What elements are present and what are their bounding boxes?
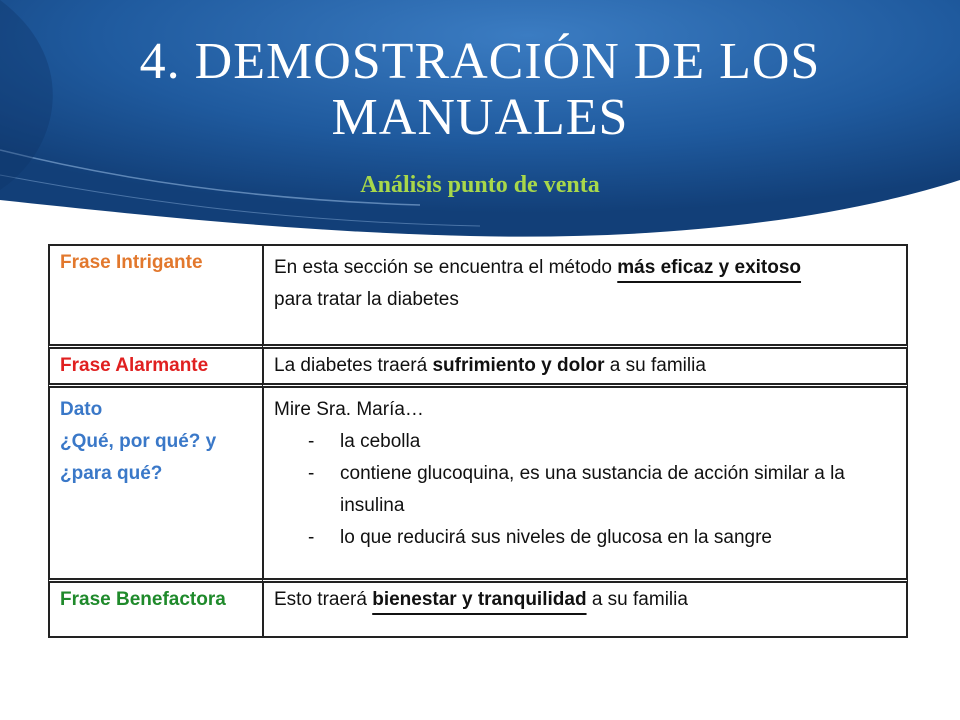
table-row xyxy=(48,578,908,638)
slide-title: 4. DEMOSTRACIÓN DE LOS MANUALES xyxy=(139,33,821,146)
row-label-line: ¿para qué? xyxy=(60,463,163,484)
bullet-dash: - xyxy=(308,527,315,548)
row-text: a su familia xyxy=(586,589,688,610)
list-item-text: la cebolla xyxy=(340,431,421,452)
row-label-line: Dato xyxy=(60,399,103,420)
list-item-text: contiene glucoquina, es una sustancia de acción similar a la insulina xyxy=(340,463,845,516)
row-content-benefactora xyxy=(262,578,908,638)
table-row xyxy=(48,244,908,344)
table-row xyxy=(48,383,908,578)
row-content-alarmante xyxy=(262,344,908,383)
row-content-intrigante xyxy=(262,244,908,344)
row-text: En esta sección se encuentra el método xyxy=(274,257,618,278)
table-row xyxy=(48,344,908,383)
bullet-dash: - xyxy=(308,463,315,484)
row-text: para tratar la diabetes xyxy=(274,289,459,310)
row-label-dato xyxy=(48,383,262,578)
list-item xyxy=(308,458,896,522)
slide-subtitle: Análisis punto de venta xyxy=(360,172,600,198)
list-item xyxy=(308,522,896,554)
row-label-intrigante: Frase Intrigante xyxy=(48,244,262,344)
row-label-benefactora: Frase Benefactora xyxy=(48,578,262,638)
row-highlight: sufrimiento y dolor xyxy=(432,355,605,376)
row-label-alarmante: Frase Alarmante xyxy=(48,344,262,383)
row-text: Esto traerá xyxy=(274,589,373,610)
row-intro: Mire Sra. María… xyxy=(274,399,424,420)
row-highlight: más eficaz y exitoso xyxy=(617,257,802,278)
row-text: La diabetes traerá xyxy=(274,355,433,376)
analysis-table xyxy=(48,244,908,638)
bullet-dash: - xyxy=(308,431,315,452)
row-content-dato xyxy=(262,383,908,578)
row-text: a su familia xyxy=(604,355,706,376)
row-highlight: bienestar y tranquilidad xyxy=(372,589,587,610)
row-label-line: ¿Qué, por qué? y xyxy=(60,431,217,452)
list-item xyxy=(308,426,896,458)
bullet-list xyxy=(274,426,896,554)
list-item-text: lo que reducirá sus niveles de glucosa en la sangre xyxy=(340,527,772,548)
